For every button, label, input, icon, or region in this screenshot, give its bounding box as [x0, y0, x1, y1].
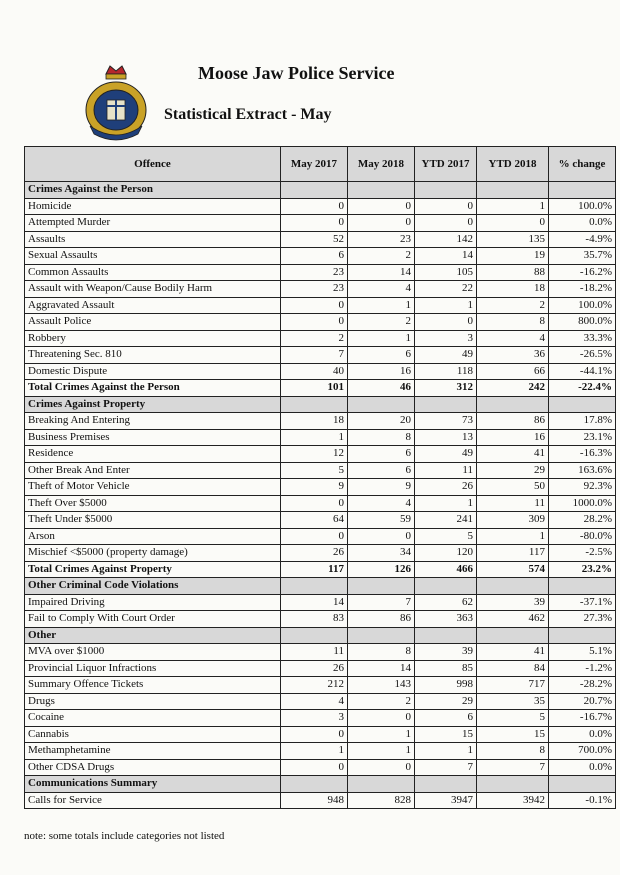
- value-cell: 3: [415, 330, 477, 347]
- table-row: [25, 726, 616, 743]
- value-cell: -28.2%: [549, 677, 616, 694]
- column-header: May 2017: [281, 147, 348, 182]
- value-cell: 0: [281, 297, 348, 314]
- value-cell: 6: [281, 248, 348, 265]
- empty-cell: [549, 182, 616, 199]
- table-row: [25, 528, 616, 545]
- empty-cell: [281, 776, 348, 793]
- value-cell: -37.1%: [549, 594, 616, 611]
- offence-label: Sexual Assaults: [25, 248, 281, 265]
- value-cell: 1: [348, 297, 415, 314]
- offence-label: Arson: [25, 528, 281, 545]
- value-cell: 7: [477, 759, 549, 776]
- value-cell: 717: [477, 677, 549, 694]
- offence-label: Provincial Liquor Infractions: [25, 660, 281, 677]
- value-cell: 26: [281, 545, 348, 562]
- table-row: [25, 710, 616, 727]
- value-cell: 5.1%: [549, 644, 616, 661]
- offence-label: Residence: [25, 446, 281, 463]
- empty-cell: [549, 396, 616, 413]
- value-cell: 1000.0%: [549, 495, 616, 512]
- value-cell: 26: [281, 660, 348, 677]
- offence-label: Homicide: [25, 198, 281, 215]
- empty-cell: [415, 627, 477, 644]
- value-cell: 0: [348, 759, 415, 776]
- offence-label: Theft of Motor Vehicle: [25, 479, 281, 496]
- table-row: [25, 413, 616, 430]
- offence-label: Other Break And Enter: [25, 462, 281, 479]
- value-cell: 5: [281, 462, 348, 479]
- offence-label: Total Crimes Against the Person: [25, 380, 281, 397]
- value-cell: 28.2%: [549, 512, 616, 529]
- empty-cell: [549, 776, 616, 793]
- value-cell: 8: [477, 314, 549, 331]
- value-cell: 1: [477, 198, 549, 215]
- offence-label: Assaults: [25, 231, 281, 248]
- value-cell: 7: [281, 347, 348, 364]
- offence-label: Breaking And Entering: [25, 413, 281, 430]
- value-cell: 64: [281, 512, 348, 529]
- table-row: [25, 347, 616, 364]
- value-cell: -16.7%: [549, 710, 616, 727]
- offence-label: Drugs: [25, 693, 281, 710]
- value-cell: 1: [477, 528, 549, 545]
- value-cell: 59: [348, 512, 415, 529]
- value-cell: 14: [415, 248, 477, 265]
- value-cell: 2: [477, 297, 549, 314]
- table-row: [25, 545, 616, 562]
- value-cell: 20: [348, 413, 415, 430]
- value-cell: 948: [281, 792, 348, 809]
- value-cell: 0.0%: [549, 215, 616, 232]
- value-cell: 1: [348, 743, 415, 760]
- value-cell: -4.9%: [549, 231, 616, 248]
- value-cell: 466: [415, 561, 477, 578]
- section-header-row: [25, 396, 616, 413]
- empty-cell: [477, 396, 549, 413]
- value-cell: 11: [415, 462, 477, 479]
- value-cell: 142: [415, 231, 477, 248]
- offence-label: Business Premises: [25, 429, 281, 446]
- value-cell: 4: [281, 693, 348, 710]
- value-cell: 2: [348, 693, 415, 710]
- value-cell: 0.0%: [549, 759, 616, 776]
- table-row: [25, 611, 616, 628]
- table-row: [25, 248, 616, 265]
- offence-label: Mischief <$5000 (property damage): [25, 545, 281, 562]
- value-cell: 3942: [477, 792, 549, 809]
- value-cell: 40: [281, 363, 348, 380]
- offence-label: Theft Under $5000: [25, 512, 281, 529]
- empty-cell: [348, 627, 415, 644]
- section-heading: Crimes Against the Person: [25, 182, 281, 199]
- value-cell: 46: [348, 380, 415, 397]
- value-cell: 19: [477, 248, 549, 265]
- value-cell: 117: [477, 545, 549, 562]
- value-cell: -18.2%: [549, 281, 616, 298]
- value-cell: -0.1%: [549, 792, 616, 809]
- value-cell: 8: [348, 429, 415, 446]
- value-cell: 23.1%: [549, 429, 616, 446]
- empty-cell: [415, 182, 477, 199]
- value-cell: 700.0%: [549, 743, 616, 760]
- value-cell: 1: [415, 495, 477, 512]
- table-row: [25, 264, 616, 281]
- value-cell: 0: [415, 314, 477, 331]
- value-cell: 86: [477, 413, 549, 430]
- value-cell: 0: [477, 215, 549, 232]
- value-cell: 1: [281, 743, 348, 760]
- value-cell: 15: [477, 726, 549, 743]
- table-header-row: [25, 147, 616, 182]
- section-header-row: [25, 182, 616, 199]
- empty-cell: [281, 396, 348, 413]
- value-cell: 241: [415, 512, 477, 529]
- value-cell: -80.0%: [549, 528, 616, 545]
- table-row: [25, 677, 616, 694]
- table-row: [25, 512, 616, 529]
- value-cell: -2.5%: [549, 545, 616, 562]
- value-cell: 4: [348, 281, 415, 298]
- value-cell: 4: [348, 495, 415, 512]
- value-cell: 0: [348, 528, 415, 545]
- offence-label: MVA over $1000: [25, 644, 281, 661]
- value-cell: 0: [348, 710, 415, 727]
- value-cell: 39: [415, 644, 477, 661]
- value-cell: 242: [477, 380, 549, 397]
- value-cell: 2: [281, 330, 348, 347]
- value-cell: 85: [415, 660, 477, 677]
- offence-label: Methamphetamine: [25, 743, 281, 760]
- table-row: [25, 462, 616, 479]
- empty-cell: [281, 182, 348, 199]
- value-cell: 163.6%: [549, 462, 616, 479]
- table-body: [25, 182, 616, 809]
- value-cell: 126: [348, 561, 415, 578]
- empty-cell: [348, 578, 415, 595]
- value-cell: 23: [281, 264, 348, 281]
- value-cell: 998: [415, 677, 477, 694]
- empty-cell: [348, 182, 415, 199]
- value-cell: 0: [281, 726, 348, 743]
- empty-cell: [477, 182, 549, 199]
- value-cell: 5: [415, 528, 477, 545]
- value-cell: 143: [348, 677, 415, 694]
- value-cell: 117: [281, 561, 348, 578]
- empty-cell: [281, 627, 348, 644]
- offence-label: Cocaine: [25, 710, 281, 727]
- value-cell: 309: [477, 512, 549, 529]
- value-cell: 83: [281, 611, 348, 628]
- empty-cell: [281, 578, 348, 595]
- value-cell: 7: [415, 759, 477, 776]
- value-cell: 7: [348, 594, 415, 611]
- section-header-row: [25, 578, 616, 595]
- column-header: % change: [549, 147, 616, 182]
- empty-cell: [549, 578, 616, 595]
- table-row: [25, 759, 616, 776]
- value-cell: 15: [415, 726, 477, 743]
- empty-cell: [415, 396, 477, 413]
- table-row: [25, 429, 616, 446]
- value-cell: 23.2%: [549, 561, 616, 578]
- value-cell: 9: [281, 479, 348, 496]
- empty-cell: [415, 578, 477, 595]
- offence-label: Domestic Dispute: [25, 363, 281, 380]
- column-header: YTD 2018: [477, 147, 549, 182]
- value-cell: 212: [281, 677, 348, 694]
- table-row: [25, 660, 616, 677]
- value-cell: 41: [477, 446, 549, 463]
- value-cell: -16.2%: [549, 264, 616, 281]
- value-cell: 41: [477, 644, 549, 661]
- table-row: [25, 743, 616, 760]
- table-row: [25, 314, 616, 331]
- offence-label: Robbery: [25, 330, 281, 347]
- value-cell: 5: [477, 710, 549, 727]
- value-cell: 18: [477, 281, 549, 298]
- value-cell: 11: [477, 495, 549, 512]
- table-row: [25, 644, 616, 661]
- value-cell: 50: [477, 479, 549, 496]
- value-cell: 0: [281, 215, 348, 232]
- offence-label: Attempted Murder: [25, 215, 281, 232]
- offence-label: Assault Police: [25, 314, 281, 331]
- value-cell: 100.0%: [549, 297, 616, 314]
- value-cell: 118: [415, 363, 477, 380]
- value-cell: 14: [348, 660, 415, 677]
- value-cell: 100.0%: [549, 198, 616, 215]
- table-row: [25, 363, 616, 380]
- value-cell: 8: [348, 644, 415, 661]
- value-cell: 18: [281, 413, 348, 430]
- value-cell: 66: [477, 363, 549, 380]
- table-row: [25, 281, 616, 298]
- value-cell: 14: [281, 594, 348, 611]
- column-header: Offence: [25, 147, 281, 182]
- value-cell: 574: [477, 561, 549, 578]
- empty-cell: [549, 627, 616, 644]
- value-cell: 14: [348, 264, 415, 281]
- table-row: [25, 198, 616, 215]
- value-cell: 84: [477, 660, 549, 677]
- police-crest-icon: [80, 62, 152, 144]
- section-heading: Crimes Against Property: [25, 396, 281, 413]
- value-cell: 22: [415, 281, 477, 298]
- value-cell: 29: [477, 462, 549, 479]
- value-cell: 800.0%: [549, 314, 616, 331]
- value-cell: 23: [348, 231, 415, 248]
- value-cell: 0: [415, 198, 477, 215]
- table-row: [25, 792, 616, 809]
- value-cell: 0: [348, 198, 415, 215]
- value-cell: 33.3%: [549, 330, 616, 347]
- value-cell: -16.3%: [549, 446, 616, 463]
- value-cell: 0: [281, 759, 348, 776]
- value-cell: 0: [348, 215, 415, 232]
- value-cell: 86: [348, 611, 415, 628]
- document-subtitle: Statistical Extract - May: [164, 106, 332, 123]
- value-cell: 1: [281, 429, 348, 446]
- offence-label: Calls for Service: [25, 792, 281, 809]
- value-cell: 39: [477, 594, 549, 611]
- value-cell: 1: [348, 330, 415, 347]
- value-cell: -1.2%: [549, 660, 616, 677]
- offence-label: Theft Over $5000: [25, 495, 281, 512]
- table-row: [25, 231, 616, 248]
- value-cell: 23: [281, 281, 348, 298]
- empty-cell: [348, 396, 415, 413]
- value-cell: 13: [415, 429, 477, 446]
- value-cell: 6: [415, 710, 477, 727]
- value-cell: 62: [415, 594, 477, 611]
- document-title: Moose Jaw Police Service: [198, 63, 395, 83]
- offence-label: Total Crimes Against Property: [25, 561, 281, 578]
- value-cell: 462: [477, 611, 549, 628]
- value-cell: 35: [477, 693, 549, 710]
- value-cell: 1: [415, 297, 477, 314]
- section-heading: Communications Summary: [25, 776, 281, 793]
- value-cell: 49: [415, 347, 477, 364]
- value-cell: 0: [281, 495, 348, 512]
- value-cell: 3: [281, 710, 348, 727]
- table-row: [25, 479, 616, 496]
- value-cell: 6: [348, 446, 415, 463]
- offence-label: Other CDSA Drugs: [25, 759, 281, 776]
- value-cell: 1: [348, 726, 415, 743]
- offence-label: Aggravated Assault: [25, 297, 281, 314]
- table-row: [25, 380, 616, 397]
- value-cell: 2: [348, 248, 415, 265]
- empty-cell: [477, 578, 549, 595]
- offence-label: Common Assaults: [25, 264, 281, 281]
- value-cell: 12: [281, 446, 348, 463]
- section-heading: Other: [25, 627, 281, 644]
- section-header-row: [25, 776, 616, 793]
- table-row: [25, 330, 616, 347]
- value-cell: 135: [477, 231, 549, 248]
- table-row: [25, 215, 616, 232]
- value-cell: 828: [348, 792, 415, 809]
- offence-label: Threatening Sec. 810: [25, 347, 281, 364]
- value-cell: 9: [348, 479, 415, 496]
- value-cell: 0: [281, 198, 348, 215]
- table-row: [25, 594, 616, 611]
- empty-cell: [415, 776, 477, 793]
- value-cell: 26: [415, 479, 477, 496]
- value-cell: 105: [415, 264, 477, 281]
- offence-label: Assault with Weapon/Cause Bodily Harm: [25, 281, 281, 298]
- offence-label: Summary Offence Tickets: [25, 677, 281, 694]
- column-header: May 2018: [348, 147, 415, 182]
- statistics-table: [24, 146, 616, 809]
- value-cell: 0: [281, 314, 348, 331]
- footnote: note: some totals include categories not listed: [24, 830, 225, 842]
- value-cell: 17.8%: [549, 413, 616, 430]
- value-cell: 4: [477, 330, 549, 347]
- offence-label: Impaired Driving: [25, 594, 281, 611]
- value-cell: 52: [281, 231, 348, 248]
- table-row: [25, 446, 616, 463]
- value-cell: 363: [415, 611, 477, 628]
- value-cell: 34: [348, 545, 415, 562]
- value-cell: 312: [415, 380, 477, 397]
- value-cell: 6: [348, 462, 415, 479]
- table-row: [25, 297, 616, 314]
- value-cell: 0.0%: [549, 726, 616, 743]
- empty-cell: [348, 776, 415, 793]
- table-row: [25, 693, 616, 710]
- offence-label: Cannabis: [25, 726, 281, 743]
- offence-label: Fail to Comply With Court Order: [25, 611, 281, 628]
- value-cell: 0: [415, 215, 477, 232]
- value-cell: 101: [281, 380, 348, 397]
- value-cell: 16: [348, 363, 415, 380]
- empty-cell: [477, 776, 549, 793]
- empty-cell: [477, 627, 549, 644]
- value-cell: 0: [281, 528, 348, 545]
- value-cell: 2: [348, 314, 415, 331]
- value-cell: 3947: [415, 792, 477, 809]
- value-cell: -22.4%: [549, 380, 616, 397]
- value-cell: -44.1%: [549, 363, 616, 380]
- value-cell: 8: [477, 743, 549, 760]
- value-cell: 16: [477, 429, 549, 446]
- section-header-row: [25, 627, 616, 644]
- section-heading: Other Criminal Code Violations: [25, 578, 281, 595]
- value-cell: 35.7%: [549, 248, 616, 265]
- value-cell: 11: [281, 644, 348, 661]
- value-cell: 6: [348, 347, 415, 364]
- value-cell: 1: [415, 743, 477, 760]
- value-cell: 92.3%: [549, 479, 616, 496]
- table-row: [25, 561, 616, 578]
- value-cell: 73: [415, 413, 477, 430]
- value-cell: 88: [477, 264, 549, 281]
- value-cell: 49: [415, 446, 477, 463]
- value-cell: -26.5%: [549, 347, 616, 364]
- value-cell: 29: [415, 693, 477, 710]
- value-cell: 120: [415, 545, 477, 562]
- value-cell: 20.7%: [549, 693, 616, 710]
- column-header: YTD 2017: [415, 147, 477, 182]
- table-row: [25, 495, 616, 512]
- value-cell: 36: [477, 347, 549, 364]
- value-cell: 27.3%: [549, 611, 616, 628]
